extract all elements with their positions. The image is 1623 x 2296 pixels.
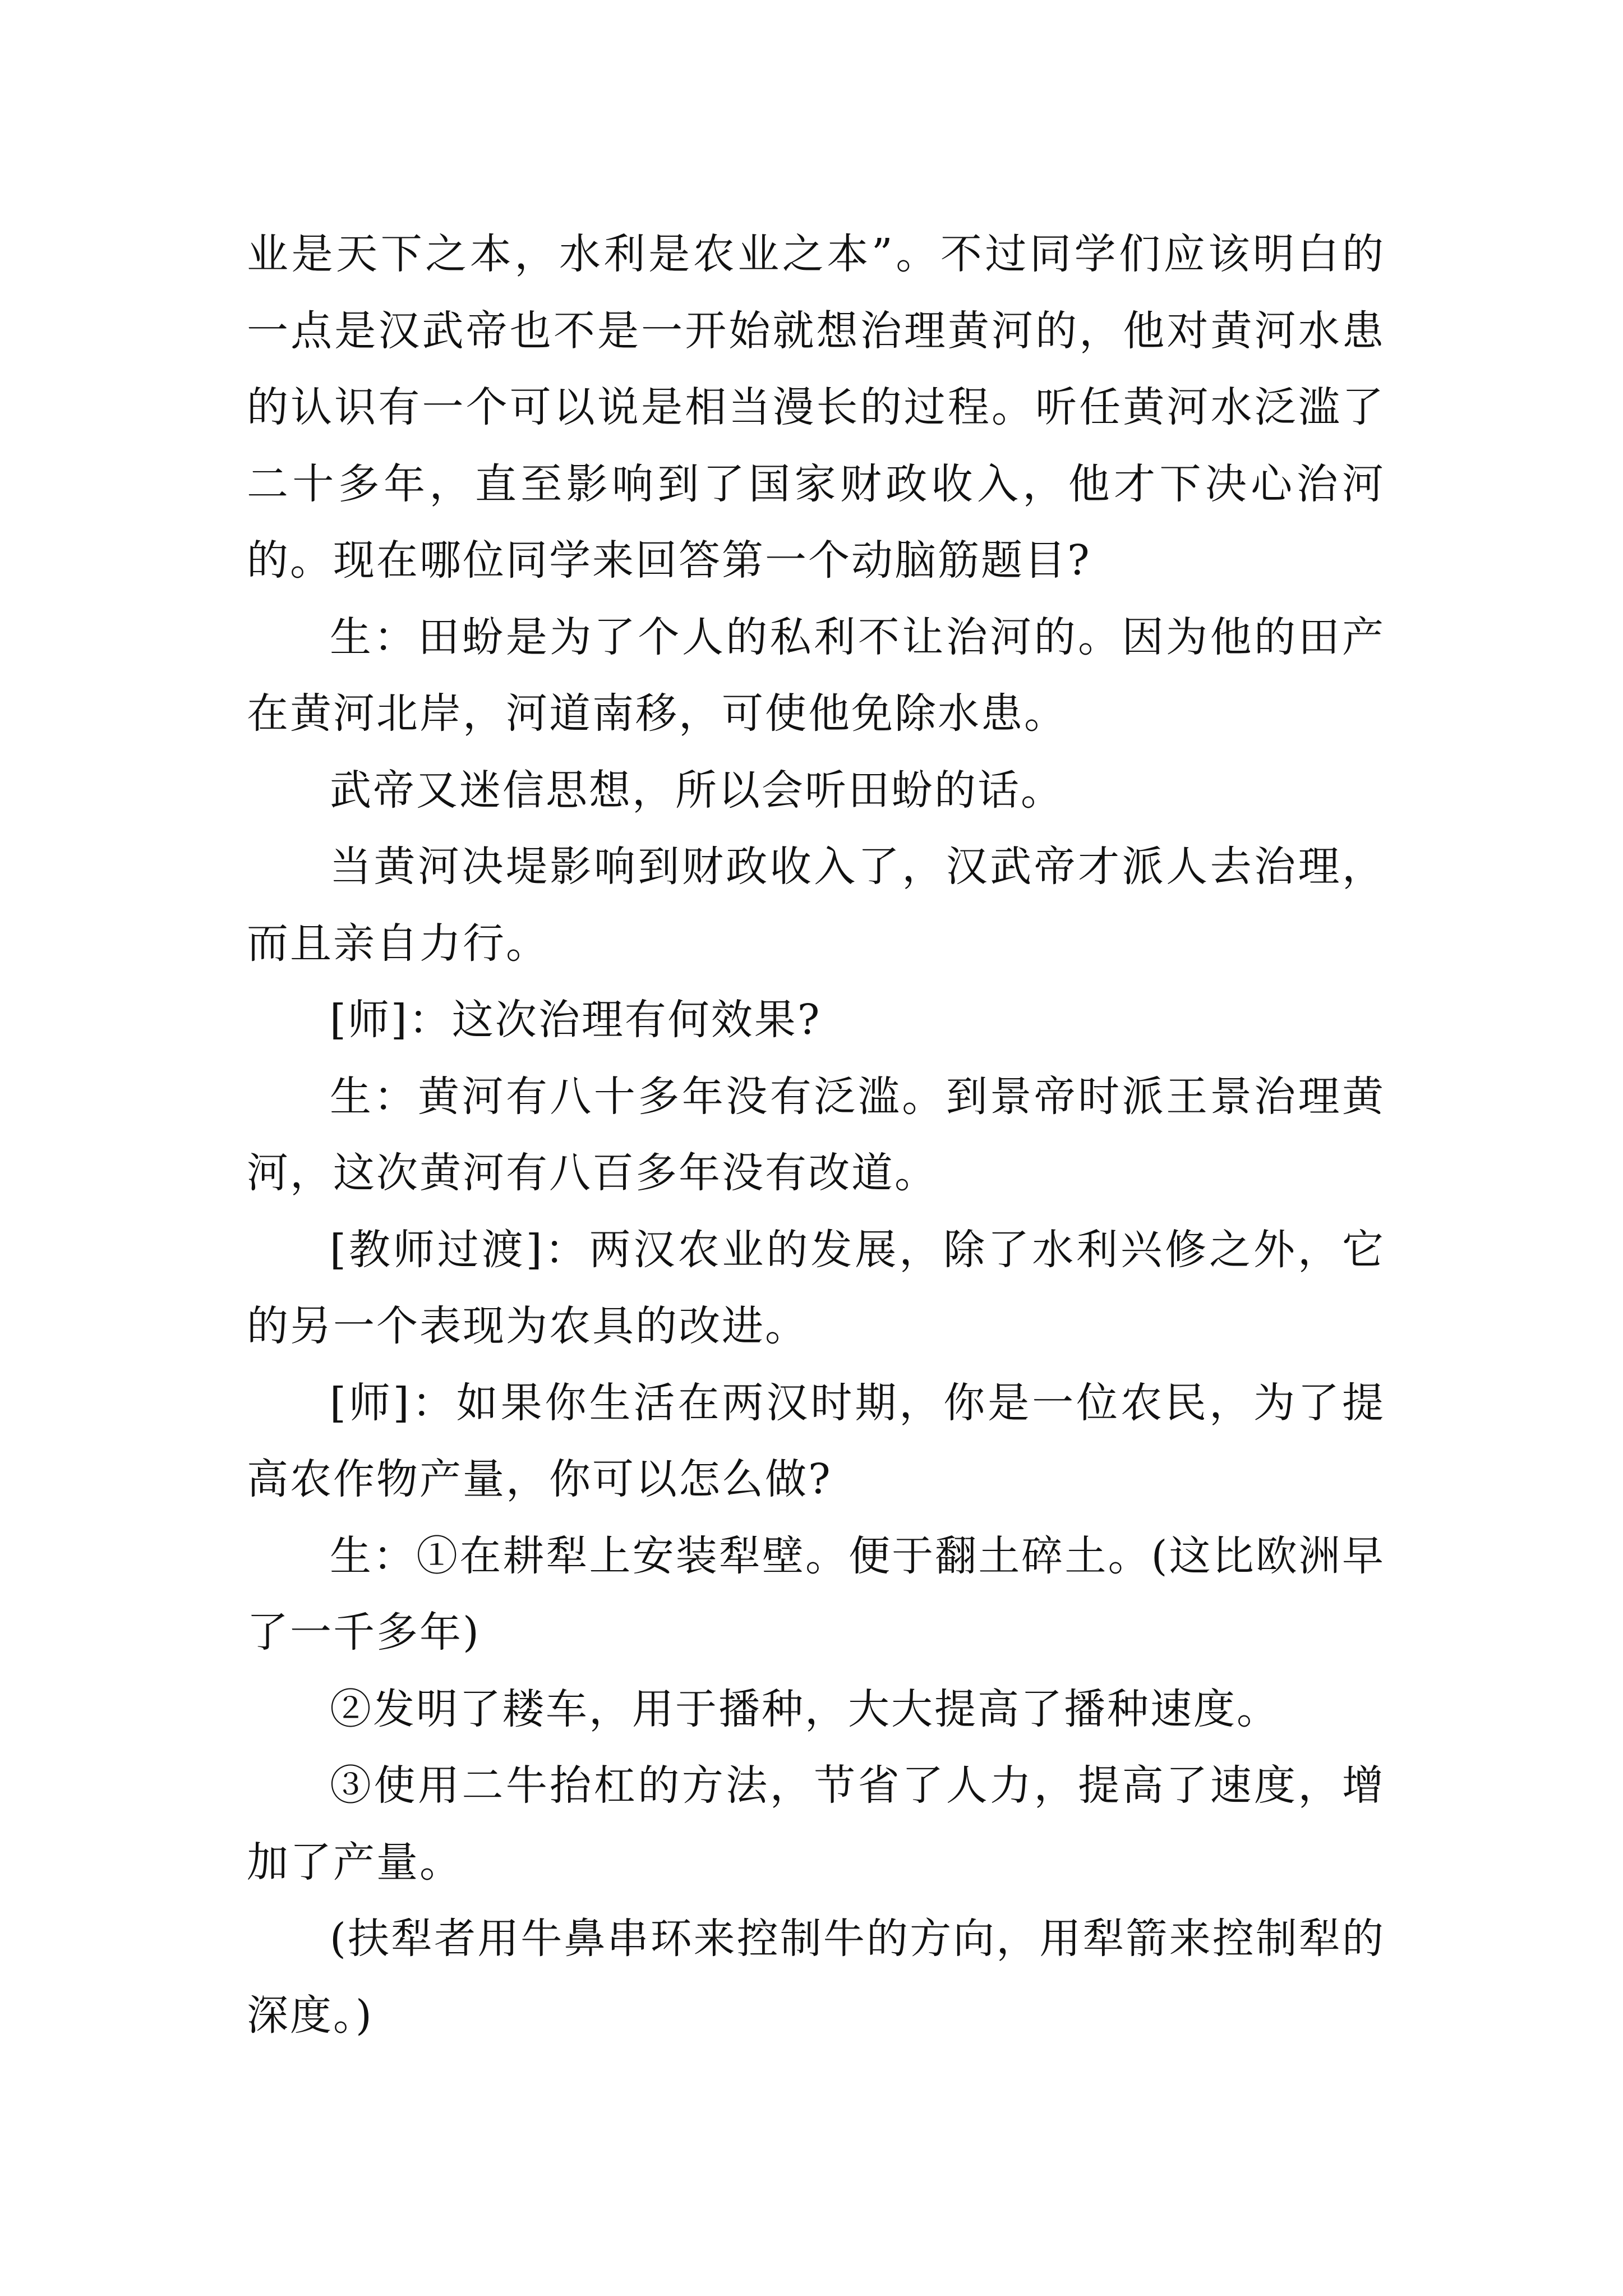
- paragraph-5: [师]：这次治理有何效果?: [330, 996, 822, 1044]
- paragraph-12: (扶犁者用牛鼻串环来控制牛的方向，用犁箭来控制犁的深度。): [247, 1915, 1385, 2040]
- paragraph-11: ③使用二牛抬杠的方法，节省了人力，提高了速度，增加了产量。: [247, 1761, 1385, 1887]
- paragraph-8: [师]：如果你生活在两汉时期，你是一位农民，为了提高农作物产量，你可以怎么做?: [247, 1378, 1385, 1503]
- paragraph-3: 武帝又迷信思想，所以会听田蚡的话。: [330, 766, 1064, 815]
- paragraph-10: ②发明了耧车，用于播种，大大提高了播种速度。: [330, 1685, 1280, 1733]
- paragraph-7: [教师过渡]：两汉农业的发展，除了水利兴修之外，它的另一个表现为农具的改进。: [247, 1225, 1385, 1350]
- paragraph-4: 当黄河决堤影响到财政收入了，汉武帝才派人去治理，而且亲自力行。: [247, 843, 1385, 968]
- paragraph-9: 生：①在耕犁上安装犁壁。便于翻土碎土。(这比欧洲早了一千多年): [247, 1531, 1385, 1657]
- paragraph-6: 生：黄河有八十多年没有泛滥。到景帝时派王景治理黄河，这次黄河有八百多年没有改道。: [247, 1072, 1385, 1197]
- paragraph-2: 生：田蚡是为了个人的私利不让治河的。因为他的田产在黄河北岸，河道南移，可使他免除水患。: [247, 613, 1385, 738]
- body-text: [247, 216, 1385, 2054]
- paragraph-1: 业是天下之本，水利是农业之本”。不过同学们应该明白的一点是汉武帝也不是一开始就想治理黄河的，他对黄河水患的认识有一个可以说是相当漫长的过程。听任黄河水泛滥了二十多年，直至影响到了国家财政收入，他才下决心治河的。现在哪位同学来回答第一个动脑筋题目?: [247, 230, 1385, 585]
